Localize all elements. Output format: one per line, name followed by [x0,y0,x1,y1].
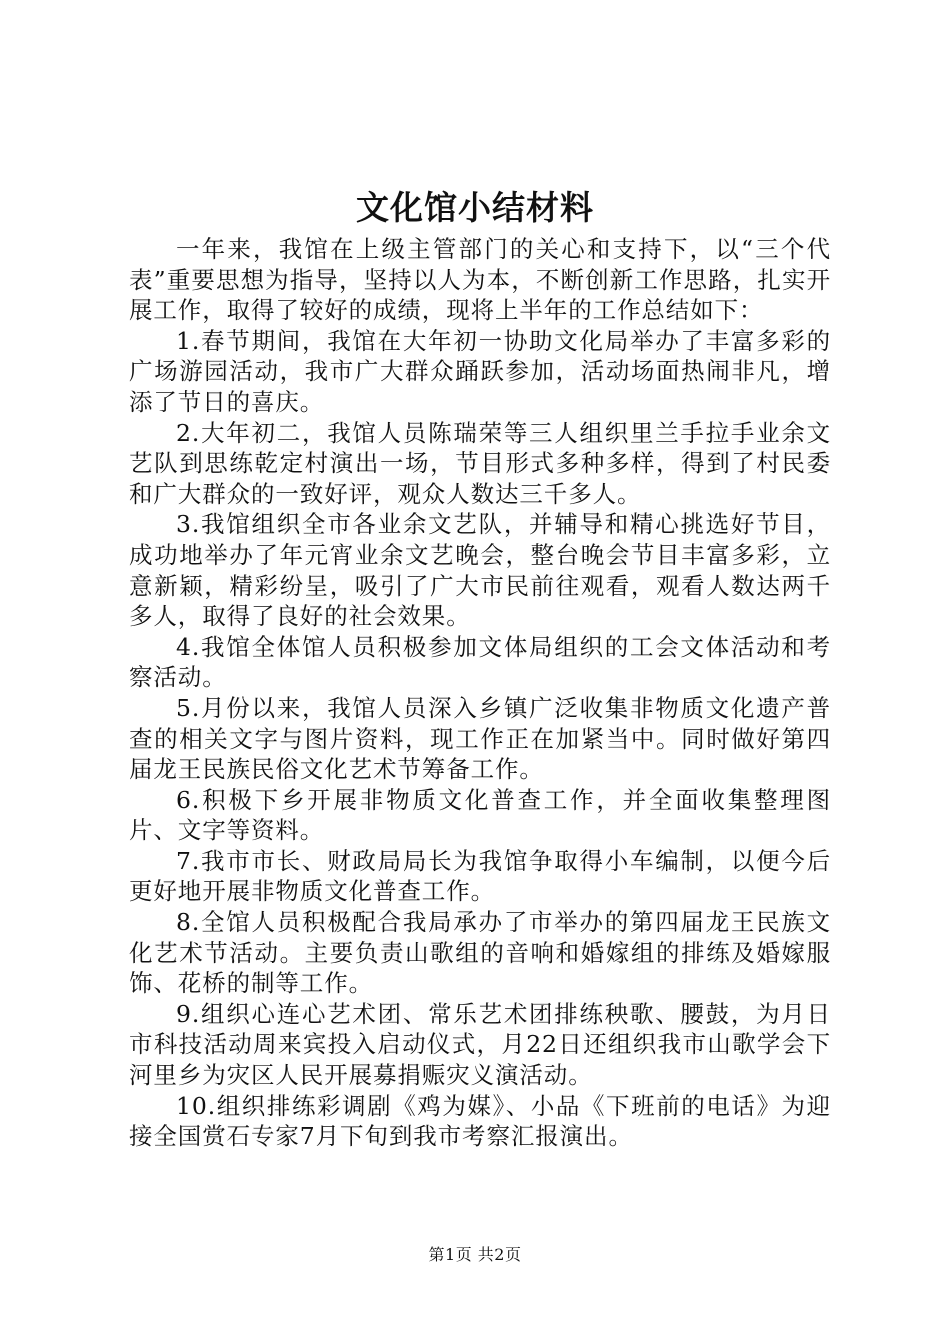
paragraph-item-2: 2.大年初二，我馆人员陈瑞荣等三人组织里兰手拉手业余文艺队到思练乾定村演出一场，节目形式多种多样，得到了村民委和广大群众的一致好评，观众人数达三千多人。 [129,418,831,508]
paragraph-item-6: 6.积极下乡开展非物质文化普查工作，并全面收集整理图片、文字等资料。 [129,785,831,845]
paragraph-item-8: 8.全馆人员积极配合我局承办了市举办的第四届龙王民族文化艺术节活动。主要负责山歌组的音响和婚嫁组的排练及婚嫁服饰、花桥的制等工作。 [129,908,831,998]
paragraph-item-3: 3.我馆组织全市各业余文艺队，并辅导和精心挑选好节目，成功地举办了年元宵业余文艺晚会，整台晚会节目丰富多彩，立意新颖，精彩纷呈，吸引了广大市民前往观看，观看人数达两千多人，取得了良好的社会效果。 [129,510,831,631]
paragraph-item-5: 5.月份以来，我馆人员深入乡镇广泛收集非物质文化遗产普查的相关文字与图片资料，现工作正在加紧当中。同时做好第四届龙王民族民俗文化艺术节筹备工作。 [129,693,831,784]
paragraph-item-9: 9.组织心连心艺术团、常乐艺术团排练秧歌、腰鼓，为月日市科技活动周来宾投入启动仪式，月22日还组织我市山歌学会下河里乡为灾区人民开展募捐赈灾义演活动。 [129,999,831,1090]
paragraph-intro: 一年来，我馆在上级主管部门的关心和支持下，以“三个代表”重要思想为指导，坚持以人为本，不断创新工作思路，扎实开展工作，取得了较好的成绩，现将上半年的工作总结如下： [129,235,831,325]
paragraph-item-10: 10.组织排练彩调剧《鸡为媒》、小品《下班前的电话》为迎接全国赏石专家7月下旬到我市考察汇报演出。 [129,1091,831,1151]
page-number-footer: 第1页 共2页 [428,1245,522,1264]
paragraph-item-1: 1.春节期间，我馆在大年初一协助文化局举办了丰富多彩的广场游园活动，我市广大群众踊跃参加，活动场面热闹非凡，增添了节日的喜庆。 [129,326,831,416]
paragraph-item-4: 4.我馆全体馆人员积极参加文体局组织的工会文体活动和考察活动。 [129,632,831,692]
document-title: 文化馆小结材料 [356,188,594,227]
paragraph-item-7: 7.我市市长、财政局局长为我馆争取得小车编制，以便今后更好地开展非物质文化普查工作。 [129,846,831,906]
document-body [129,234,831,1152]
